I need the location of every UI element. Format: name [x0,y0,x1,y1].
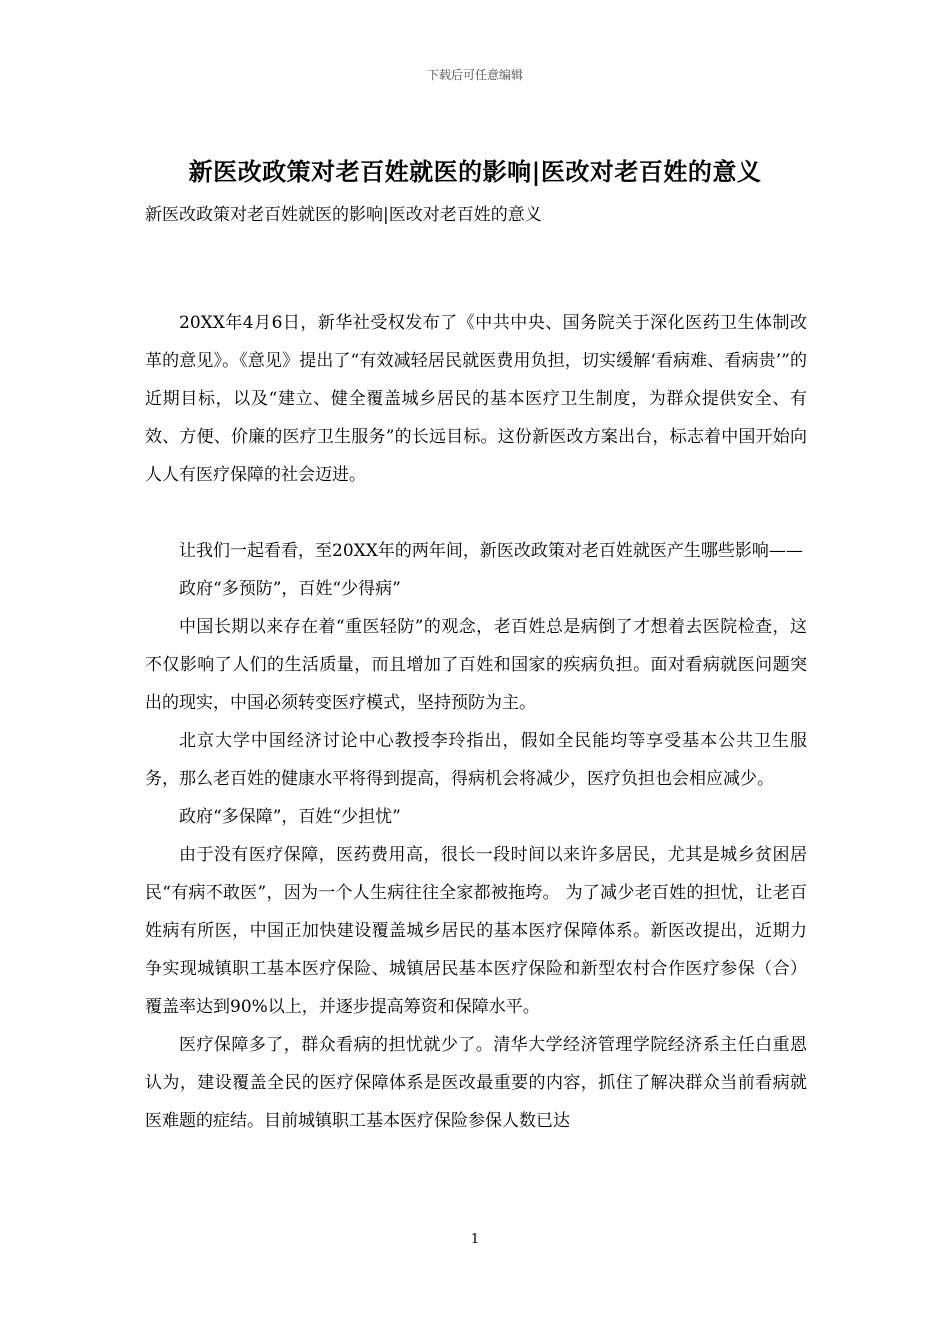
section-heading-prevention: 政府“多预防”，百姓“少得病” [179,579,401,599]
paragraph-expert-bai-chongen: 医疗保障多了，群众看病的担忧就少了。清华大学经济管理学院经济系主任白重恩认为，建设覆盖全民的医疗保障体系是医改最重要的内容，抓住了解决群众当前看病就医难题的症结。目前城镇职工基本医疗保险参保人数已达 [145,1035,807,1131]
paragraph-overview: 让我们一起看看，至20XX年的两年间，新医改政策对老百姓就医产生哪些影响—— [179,541,803,561]
page-number: 1 [470,1232,480,1247]
document-subtitle: 新医改政策对老百姓就医的影响|医改对老百姓的意义 [145,205,542,225]
paragraph-security: 由于没有医疗保障，医药费用高，很长一段时间以来许多居民，尤其是城乡贫困居民“有病不敢医”，因为一个人生病往往全家都被拖垮。 为了减少老百姓的担忧，让老百姓病有所医，中国正加快建设覆盖城乡居民的基本医疗保障体系。新医改提出，近期力争实现城镇职工基本医疗保险、城镇居民基本医疗保险和新型农村合作医疗参保（合）覆盖率达到90%以上，并逐步提高筹资和保障水平。 [145,845,807,1017]
paragraph-expert-li-ling: 北京大学中国经济讨论中心教授李玲指出，假如全民能均等享受基本公共卫生服务，那么老百姓的健康水平将得到提高，得病机会将减少，医疗负担也会相应减少。 [145,731,807,789]
paragraph-intro: 20XX年4月6日，新华社受权发布了《中共中央、国务院关于深化医药卫生体制改革的意见》。《意见》提出了“有效减轻居民就医费用负担，切实缓解‘看病难、看病贵’”的近期目标，以及“建立、健全覆盖城乡居民的基本医疗卫生制度，为群众提供安全、有效、方便、价廉的医疗卫生服务”的长远目标。这份新医改方案出台，标志着中国开始向人人有医疗保障的社会迈进。 [145,313,807,485]
paragraph-prevention: 中国长期以来存在着“重医轻防”的观念，老百姓总是病倒了才想着去医院检查，这不仅影响了人们的生活质量，而且增加了百姓和国家的疾病负担。面对看病就医问题突出的现实，中国必须转变医疗模式，坚持预防为主。 [145,617,807,713]
section-heading-security: 政府“多保障”，百姓“少担忧” [179,807,401,827]
page-header-note: 下载后可任意编辑 [426,68,523,82]
document-body [145,266,807,1140]
document-title: 新医改政策对老百姓就医的影响|医改对老百姓的意义 [188,157,762,186]
